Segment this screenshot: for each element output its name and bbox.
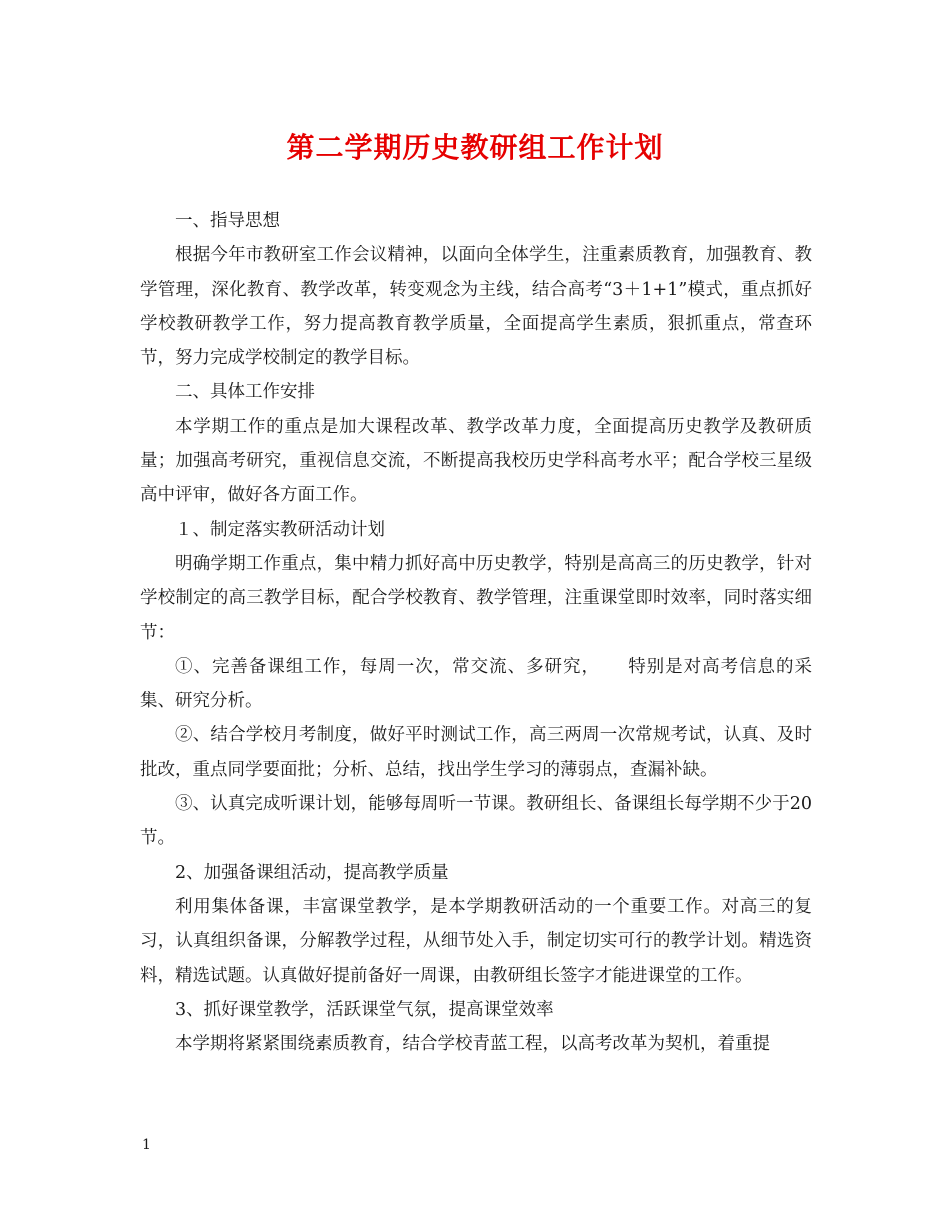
paragraph-lesson-prep: 利用集体备课，丰富课堂教学，是本学期教研活动的一个重要工作。对高三的复习，认真组织备课，分解教学过程，从细节处入手，制定切实可行的教学计划。精选资料，精选试题。认真做好提前备好一周课，由教研组长签字才能进课堂的工作。 <box>140 896 812 986</box>
document-body <box>140 204 812 1061</box>
section-heading-work-arrangement: 二、具体工作安排 <box>175 382 315 403</box>
list-item-2: ②、结合学校月考制度，做好平时测试工作，高三两周一次常规考试，认真、及时批改，重点同学要面批；分析、总结，找出学生学习的薄弱点，查漏补缺。 <box>140 725 812 780</box>
subheading-research-plan: １、制定落实教研活动计划 <box>175 519 385 540</box>
list-item-3: ③、认真完成听课计划，能够每周听一节课。教研组长、备课组长每学期不少于20节。 <box>140 794 812 849</box>
document-title: 第二学期历史教研组工作计划 <box>286 131 664 164</box>
paragraph-classroom-teaching: 本学期将紧紧围绕素质教育，结合学校青蓝工程，以高考改革为契机，着重提 <box>175 1034 770 1055</box>
subheading-lesson-prep: 2、加强备课组活动，提高教学质量 <box>175 862 449 883</box>
subheading-classroom-teaching: 3、抓好课堂教学，活跃课堂气氛，提高课堂效率 <box>175 999 554 1020</box>
page-number: 1 <box>142 1137 151 1153</box>
paragraph-semester-focus: 本学期工作的重点是加大课程改革、教学改革力度，全面提高历史教学及教研质量；加强高考研究，重视信息交流，不断提高我校历史学科高考水平；配合学校三星级高中评审，做好各方面工作。 <box>140 416 812 506</box>
list-item-1: ①、完善备课组工作，每周一次，常交流、多研究， 特别是对高考信息的采集、研究分析。 <box>140 656 812 712</box>
paragraph-guiding-thought: 根据今年市教研室工作会议精神，以面向全体学生，注重素质教育，加强教育、教学管理，深化教育、教学改革，转变观念为主线，结合高考“3＋1+1”模式，重点抓好学校教研教学工作，努力提高教育教学质量，全面提高学生素质，狠抓重点，常查环节，努力完成学校制定的教学目标。 <box>140 245 812 369</box>
section-heading-guiding-thought: 一、指导思想 <box>175 211 280 231</box>
paragraph-research-plan: 明确学期工作重点，集中精力抓好高中历史教学，特别是高高三的历史教学，针对学校制定的高三教学目标，配合学校教育、教学管理，注重课堂即时效率，同时落实细节： <box>140 553 812 643</box>
